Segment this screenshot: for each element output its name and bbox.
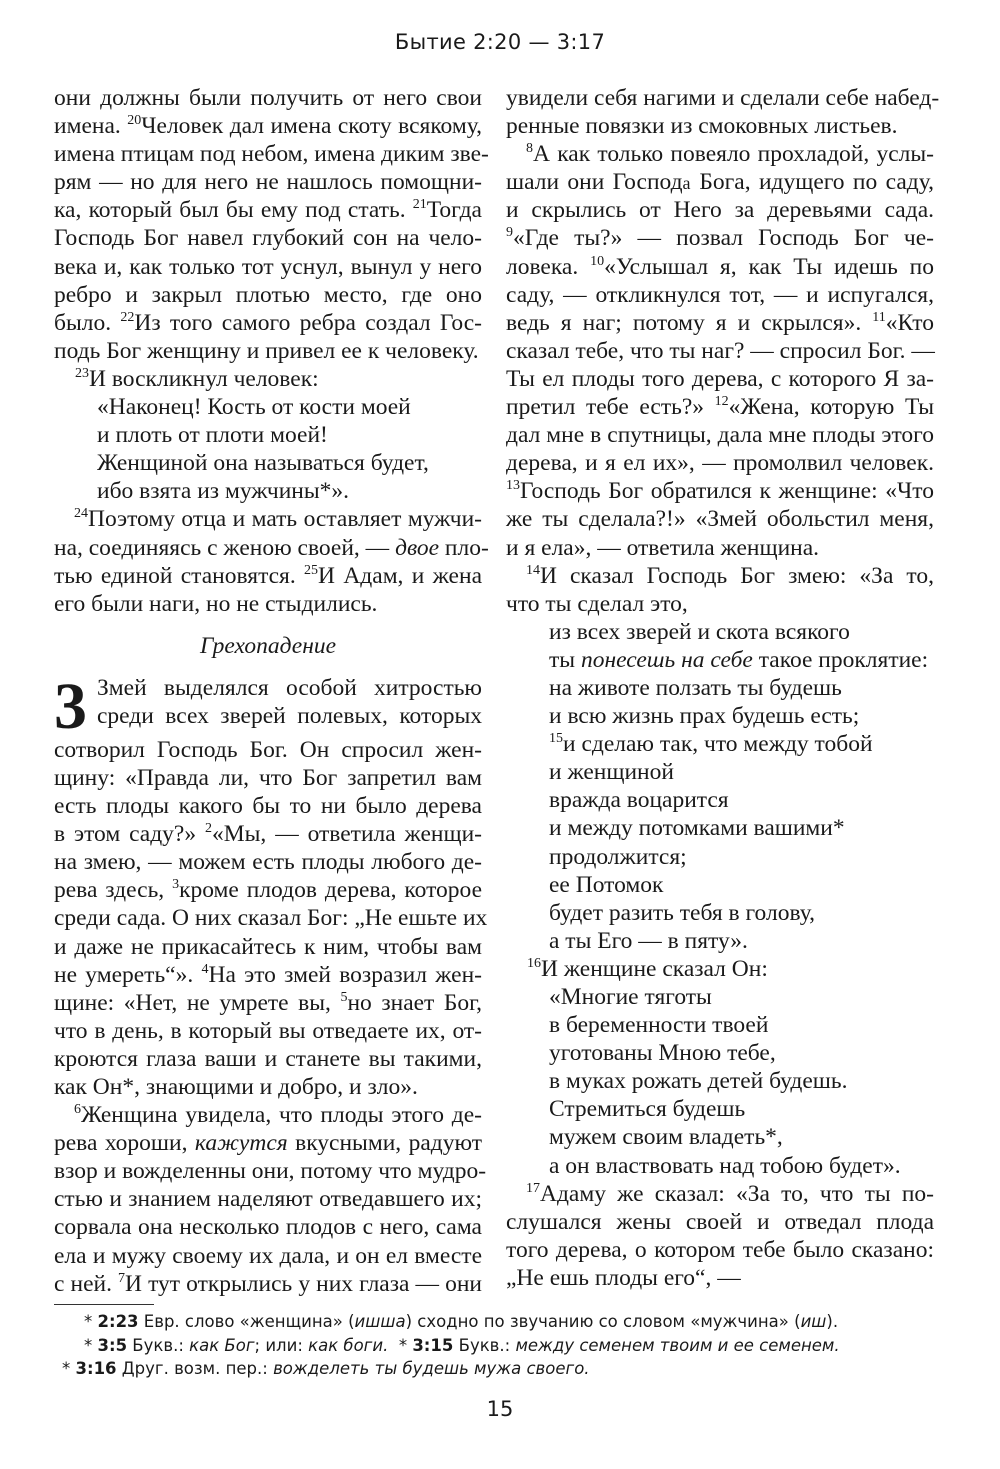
poem-line: и женщиной bbox=[549, 759, 674, 786]
text-line: ребро и закрыл плотью место, где оно bbox=[54, 281, 482, 308]
verse-number: 10 bbox=[590, 253, 605, 269]
text-line: было. $^{22}$Из того самого ребра создал Гос- bbox=[54, 309, 482, 336]
text-line: на, соединяясь с женою своей, — двое пло- bbox=[54, 534, 489, 561]
text-line: как Он*, знающими и добро, и зло». bbox=[54, 1074, 418, 1100]
verse-number: 16 bbox=[527, 955, 541, 971]
poem-line: на животе ползать ты будешь bbox=[549, 674, 842, 701]
text-line: на змею, — можем есть плоды любого де- bbox=[54, 849, 482, 876]
verse-number: 12 bbox=[714, 394, 729, 410]
text-line: стью и знанием наделяют отведавшего их; bbox=[54, 1186, 482, 1213]
chapter-number: 3 bbox=[54, 669, 87, 743]
verse-number: 4 bbox=[201, 961, 209, 977]
text-line: тью единой становятся. $^{25}$И Адам, и жена bbox=[54, 562, 482, 589]
text-line: саду, — откликнулся тот, — и испугался, bbox=[506, 281, 934, 308]
poem-line: будет разить тебя в голову, bbox=[549, 899, 816, 926]
verse-number: 3 bbox=[172, 877, 180, 893]
verse-number: 22 bbox=[120, 309, 135, 325]
poem-line: мужем своим владеть*, bbox=[549, 1124, 783, 1151]
text-line: и скрылись от Него за деревьями сада. bbox=[506, 197, 934, 224]
verse-number: 9 bbox=[506, 225, 513, 241]
text-line: ведь я наг; потому я и скрылся». $^{11}$«Кто bbox=[506, 309, 934, 336]
text-line: претил тебе есть?» $^{12}$«Жена, которую Ты bbox=[506, 394, 934, 421]
verse-number: 15 bbox=[549, 731, 563, 747]
verse-number: 13 bbox=[506, 478, 520, 494]
poem-line: Женщиной она называться будет, bbox=[97, 450, 429, 477]
poem-line: $^{15}$и сделаю так, что между тобой bbox=[549, 731, 873, 758]
text-line: $^{17}$Адаму же сказал: «За то, что ты по- bbox=[526, 1180, 934, 1207]
text-line: есть плоды какого бы то ни было дерева bbox=[54, 793, 482, 820]
poem-line: вражда воцарится bbox=[549, 787, 729, 814]
text-line: ренные повязки из смоковных листьев. bbox=[506, 113, 898, 140]
text-line: не умереть“». $^4$На это змей возразил жен- bbox=[54, 961, 482, 988]
poem-line: продолжится; bbox=[549, 843, 687, 870]
text-line: они должны были получить от него свои bbox=[54, 85, 482, 111]
poem-line: ибо взята из мужчины*». bbox=[97, 478, 350, 505]
text-line: слушался жены своей и отведал плода bbox=[506, 1208, 934, 1235]
text-line: века и, как только тот уснул, вынул у него bbox=[54, 253, 482, 280]
text-line: Ты ел плоды того дерева, с которого Я за- bbox=[506, 365, 934, 392]
text-line: дал мне в спутницы, дала мне плоды этого bbox=[506, 422, 934, 449]
text-line: дерева, и я ел их», — промолвил человек. bbox=[506, 450, 934, 477]
poem-line: в беременности твоей bbox=[549, 1012, 769, 1039]
poem-line: ее Потомок bbox=[549, 871, 664, 898]
text-line: сорвала она несколько плодов с него, сама bbox=[54, 1214, 482, 1241]
footnote: * 3:5 Букв.: как Бог; или: как боги. * 3:15 Букв.: между семенем твоим и ее семенем. bbox=[84, 1335, 840, 1355]
poem-line: уготованы Мною тебе, bbox=[549, 1040, 776, 1067]
text-line: среди всех зверей полевых, которых bbox=[97, 702, 482, 729]
poem-line: и плоть от плоти моей! bbox=[97, 422, 328, 449]
text-line: и я ела», — ответила женщина. bbox=[506, 534, 820, 561]
text-line: в этом саду?» $^2$«Мы, — ответила женщи- bbox=[54, 821, 482, 848]
verse-number: 23 bbox=[75, 365, 89, 381]
poem-line: «Многие тяготы bbox=[549, 984, 712, 1010]
text-line: $^{24}$Поэтому отца и мать оставляет мужчи- bbox=[74, 506, 482, 533]
text-line: ка, который был бы ему под стать. $^{21}$Тогда bbox=[54, 197, 482, 224]
text-line: что ты сделал это, bbox=[506, 590, 688, 617]
text-line: „Не ешь плоды его“, — bbox=[506, 1264, 741, 1291]
verse-number: 21 bbox=[412, 197, 427, 213]
text-line: $^9$«Где ты?» — позвал Господь Бог че- bbox=[506, 225, 934, 252]
text-line: среди сада. О них сказал Бог: „Не ешьте их bbox=[54, 905, 488, 932]
text-line: и даже не прикасайтесь к ним, чтобы вам bbox=[54, 933, 482, 960]
text-line: Господь Бог навел глубокий сон на чело- bbox=[54, 225, 482, 252]
text-line: увидели себя нагими и сделали себе набед- bbox=[506, 85, 940, 111]
text-line: его были наги, но не стыдились. bbox=[54, 590, 378, 617]
text-line: $^{23}$И воскликнул человек: bbox=[75, 365, 319, 392]
verse-number: 5 bbox=[340, 989, 348, 1005]
text-line: ловека. $^{10}$«Услышал я, как Ты идешь по bbox=[506, 253, 935, 280]
footnote-divider bbox=[54, 1304, 154, 1305]
footnote: * 2:23 Евр. слово «женщина» (ишша) сходно по звучанию со словом «мужчина» (иш). bbox=[84, 1312, 839, 1331]
text-line: того дерева, о котором тебе было сказано: bbox=[506, 1236, 934, 1263]
text-line: рева здесь, $^3$кроме плодов дерева, которое bbox=[54, 877, 482, 904]
text-line: Змей выделялся особой хитростью bbox=[97, 674, 482, 701]
text-line: взор и вожделенны они, потому что мудро- bbox=[54, 1158, 487, 1185]
text-line: кроются глаза ваши и станете вы такими, bbox=[54, 1045, 482, 1072]
text-line: имена. $^{20}$Человек дал имена скоту всякому, bbox=[54, 113, 482, 140]
text-line: шали они Господа Бога, идущего по саду, bbox=[506, 169, 934, 196]
poem-line: а ты Его — в пяту». bbox=[549, 927, 748, 954]
verse-number: 17 bbox=[526, 1180, 540, 1196]
verse-number: 7 bbox=[118, 1270, 126, 1286]
footnote: * 3:16 Друг. возм. пер.: вожделеть ты будешь мужа своего. bbox=[62, 1359, 590, 1379]
verse-number: 11 bbox=[872, 309, 886, 325]
text-line: сказал тебе, что ты наг? — спросил Бог. — bbox=[506, 337, 935, 364]
text-line: сотворил Господь Бог. Он спросил жен- bbox=[54, 736, 482, 763]
page-number: 15 bbox=[486, 1397, 514, 1421]
verse-number: 6 bbox=[74, 1102, 81, 1118]
section-heading: Грехопадение bbox=[199, 632, 337, 659]
verse-number: 2 bbox=[205, 821, 212, 837]
text-line: ела и мужу своему их дала, и он ел вместе bbox=[54, 1242, 482, 1269]
poem-line: в муках рожать детей будешь. bbox=[549, 1068, 848, 1095]
poem-line: «Наконец! Кость от кости моей bbox=[97, 394, 411, 421]
poem-line: из всех зверей и скота всякого bbox=[549, 618, 850, 645]
poem-line: Стремиться будешь bbox=[549, 1096, 746, 1123]
verse-number: 14 bbox=[526, 562, 540, 578]
text-line: $^{13}$Господь Бог обратился к женщине: «Что bbox=[506, 478, 934, 505]
verse-number: 8 bbox=[526, 141, 533, 157]
text-line: подь Бог женщину и привел ее к человеку. bbox=[54, 337, 479, 364]
text-line: щину: «Правда ли, что Бог запретил вам bbox=[54, 764, 482, 791]
text-line: $^{14}$И сказал Господь Бог змею: «За то, bbox=[526, 562, 934, 589]
left-column bbox=[54, 84, 489, 1298]
text-line: рям — но для него не нашлось помощни- bbox=[54, 169, 482, 196]
text-line: же ты сделала?!» «Змей обольстил меня, bbox=[506, 506, 934, 533]
text-line: с ней. $^7$И тут открылись у них глаза — они bbox=[54, 1270, 482, 1297]
poem-line: и между потомками вашими* bbox=[549, 815, 845, 842]
text-line: $^8$А как только повеяло прохладой, услы- bbox=[526, 141, 934, 168]
text-line: $^{16}$И женщине сказал Он: bbox=[527, 955, 768, 982]
text-line: $^6$Женщина увидела, что плоды этого де- bbox=[74, 1102, 482, 1129]
text-line: что в день, в который вы отведаете их, от- bbox=[54, 1017, 482, 1044]
text-line: имена птицам под небом, имена диким зве- bbox=[54, 141, 489, 168]
verse-number: 20 bbox=[127, 113, 142, 129]
poem-line: а он властвовать над тобою будет». bbox=[549, 1152, 901, 1179]
right-column bbox=[506, 84, 940, 1292]
footnotes bbox=[54, 1310, 944, 1381]
text-line: рева хороши, кажутся вкусными, радуют bbox=[54, 1130, 482, 1157]
poem-line: и всю жизнь прах будешь есть; bbox=[549, 703, 860, 730]
verse-number: 24 bbox=[74, 506, 88, 522]
running-header: Бытие 2:20 — 3:17 bbox=[394, 30, 606, 54]
verse-number: 25 bbox=[304, 562, 319, 578]
poem-line: ты понесешь на себе такое проклятие: bbox=[549, 646, 929, 673]
text-line: щине: «Нет, не умрете вы, $^5$но знает Бог, bbox=[54, 989, 482, 1016]
